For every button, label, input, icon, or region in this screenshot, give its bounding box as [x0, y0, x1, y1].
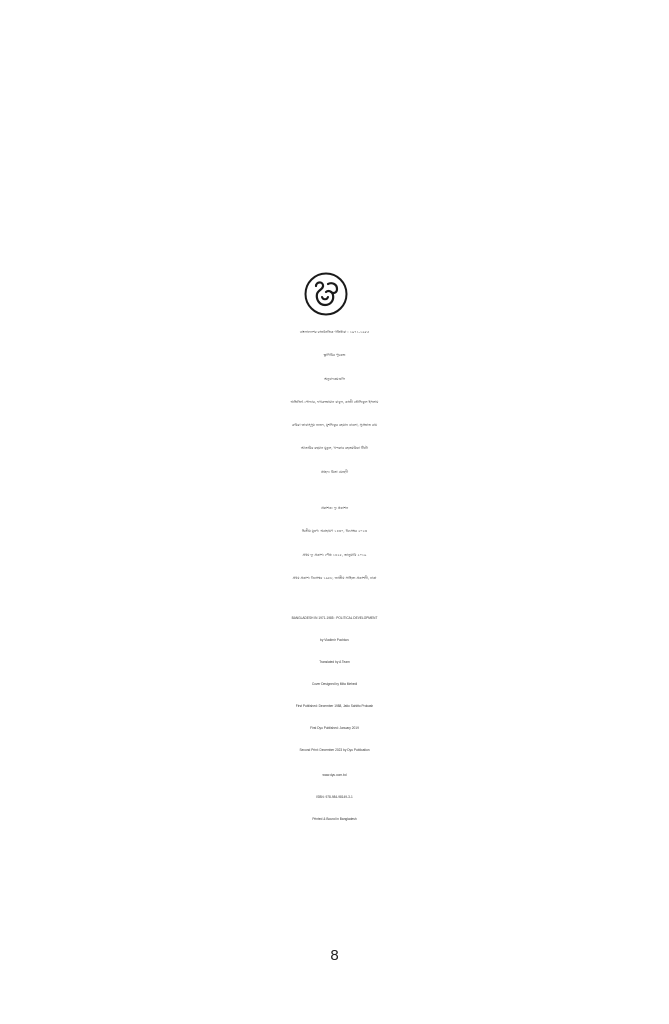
rights-notice [0, 836, 669, 924]
dyu-publisher-logo-icon [304, 272, 348, 316]
rights-line [0, 836, 669, 854]
bangla-credits [0, 321, 669, 484]
bangla-publisher: প্রকাশক: দ্যু প্রকাশন [320, 506, 349, 510]
isbn: ISBN: 978-984-98149-3-1 [316, 795, 353, 799]
english-book-title: BANGLADESH IN 1971-1985 : POLITICAL DEVELOPMENT [291, 616, 378, 620]
english-cover-credit: Cover Designed by Mita Mehedi [311, 682, 358, 686]
bangla-cover-credit: প্রচ্ছদ: মিতা মেহেদী [320, 469, 349, 474]
bangla-author: ভ্লাদিমির পুচকভ [323, 353, 346, 358]
contact-info [0, 764, 669, 830]
english-first-published: First Published: December 1988, Jatio Sahitto Prokash [295, 704, 374, 708]
bangla-publication-info [0, 497, 669, 590]
english-credits [0, 607, 669, 761]
bangla-translators-line: রুচিরা তাবাস্সুম নভেদ, মুশফিকুর রহমান বাবলা, সুপ্রভাত রায় [291, 423, 378, 428]
english-translated-by: Translated by A Team [319, 660, 350, 664]
bangla-translators-line: আতাউর রহমান মুকুল, খন্দকার রহতমউল্লা টিটো [300, 446, 369, 451]
english-first-dyu-published: First Dyu Published: January 2019 [310, 726, 359, 730]
bangla-book-title: বাংলাদেশের রাজনৈতিক গতিধারা : ১৯৭১-১৯৮৫ [299, 330, 370, 334]
website-link[interactable]: www.dyu.com.bd [322, 773, 347, 777]
page-number: 8 [330, 947, 339, 964]
bangla-translators-line: অভিজিৎ পোদ্দার, ফখরুজ্জামান বাবুল, কাজী তৌফিকুল ইসলাম [290, 399, 379, 404]
rights-line [0, 854, 669, 872]
bangla-translators-heading: অনুবাদকমণ্ডলি [324, 376, 345, 381]
bangla-first-published: প্রথম প্রকাশ: ডিসেম্বর ১৯৮৮, জাতীয় সাহিত্য প্রকাশনী, ঢাকা [292, 575, 377, 580]
bangla-first-dyu-print: প্রথম দ্যু প্রকাশ: পৌষ ১৪২৫, জানুয়ারি ২০১৯ [302, 552, 367, 557]
printed-bound: Printed & Bound in Bangladesh [312, 817, 357, 821]
english-second-print: Second Print: December 2023 by Dyu Publication [299, 748, 370, 752]
rights-line [0, 889, 669, 907]
rights-line [0, 906, 669, 924]
rights-line [0, 871, 669, 889]
english-author: by Vladimir Puchkov [320, 638, 349, 642]
bangla-second-print: দ্বিতীয় মুদ্রণ: অগ্রহায়ণ ১৪৩০, ডিসেম্বর ২০২৩ [301, 529, 368, 534]
